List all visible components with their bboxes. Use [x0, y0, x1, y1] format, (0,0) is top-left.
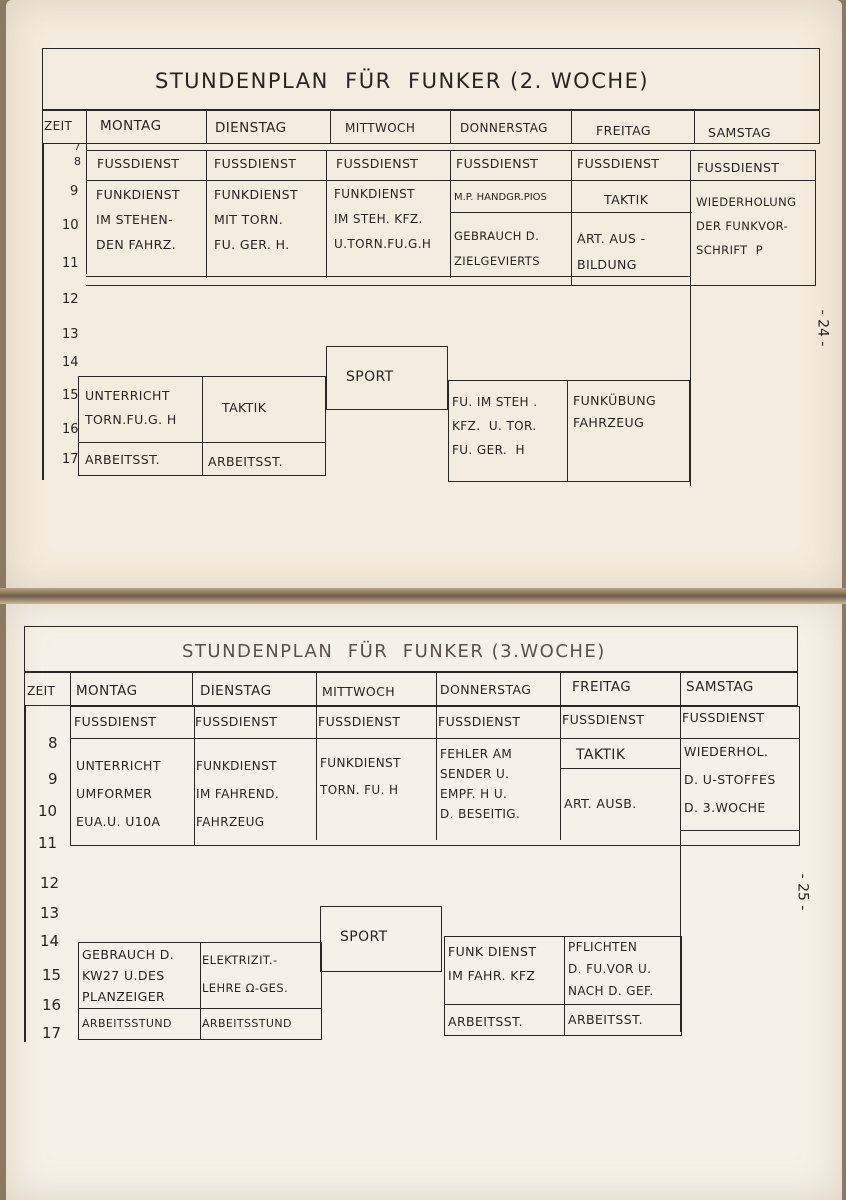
header-row-2	[24, 672, 798, 706]
header-freitag-2: FREITAG	[572, 679, 632, 695]
cell-pm-mo: UNTERRICHT TORN.FU.G. H	[85, 388, 177, 427]
cell-pm-mo-2: GEBRAUCH D. KW27 U.DES PLANZEIGER	[82, 947, 175, 1004]
header-montag-2: MONTAG	[76, 683, 138, 699]
cell-sport: SPORT	[346, 369, 394, 385]
header-dienstag: DIENSTAG	[215, 120, 287, 136]
cell-am-di: FUNKDIENST MIT TORN. FU. GER. H.	[214, 187, 299, 252]
cell-fuss-di-2: FUSSDIENST	[195, 714, 278, 729]
page-title-2: STUNDENPLAN FÜR FUNKER (3.WOCHE)	[182, 641, 606, 662]
hour-16-p2: 16	[42, 996, 62, 1014]
header-mittwoch-2: MITTWOCH	[322, 684, 396, 699]
cell-end-do-2: ARBEITSST.	[448, 1014, 524, 1029]
cell-fuss-do-2: FUSSDIENST	[438, 714, 521, 729]
header-donnerstag-2: DONNERSTAG	[440, 682, 532, 697]
cell-pm-di-2: ELEKTRIZIT.- LEHRE Ω-GES.	[202, 953, 289, 995]
cell-am-mi-2: FUNKDIENST TORN. FU. H	[320, 756, 401, 797]
hour-10: 10	[62, 218, 79, 233]
hour-13: 13	[62, 327, 79, 342]
hour-14: 14	[62, 355, 79, 370]
cell-fuss-sa-2: FUSSDIENST	[682, 710, 765, 725]
header-donnerstag: DONNERSTAG	[460, 121, 548, 135]
cell-pm-fr-2: PFLICHTEN D. FU.VOR U. NACH D. GEF.	[568, 940, 654, 998]
cell-am-fr-1: TAKTIK	[604, 192, 649, 207]
cell-fuss-mo: FUSSDIENST	[97, 156, 180, 171]
header-zeit: ZEIT	[44, 119, 73, 133]
cell-fuss-fr: FUSSDIENST	[577, 156, 660, 171]
hour-11: 11	[62, 256, 79, 271]
cell-am-do-2: FEHLER AM SENDER U. EMPF. H U. D. BESEITIG.	[440, 747, 521, 821]
cell-fuss-mi: FUSSDIENST	[336, 156, 419, 171]
header-freitag: FREITAG	[596, 123, 651, 138]
header-mittwoch: MITTWOCH	[345, 121, 416, 135]
cell-am-do-2: GEBRAUCH D. ZIELGEVIERTS	[454, 229, 540, 268]
hour-9: 9	[70, 184, 79, 199]
cell-sport-2: SPORT	[340, 929, 388, 945]
header-zeit-2: ZEIT	[27, 684, 56, 698]
hour-10-p2: 10	[38, 802, 58, 820]
cell-pm-di: TAKTIK	[222, 400, 267, 415]
cell-am-sa-2: WIEDERHOL. D. U-STOFFES D. 3.WOCHE	[684, 744, 776, 815]
cell-am-fr-2: ART. AUS - BILDUNG	[577, 231, 646, 272]
cell-end-di-2: ARBEITSSTUND	[202, 1017, 292, 1030]
cell-fuss-mi-2: FUSSDIENST	[318, 714, 401, 729]
cell-am-sa: WIEDERHOLUNG DER FUNKVOR- SCHRIFT P	[696, 195, 797, 257]
header-dienstag-2: DIENSTAG	[200, 683, 272, 699]
cell-end-di: ARBEITSST.	[208, 454, 284, 469]
hour-17-p2: 17	[42, 1024, 62, 1042]
page-title: STUNDENPLAN FÜR FUNKER (2. WOCHE)	[155, 69, 650, 93]
cell-pm-do-2: FUNK DIENST IM FAHR. KFZ	[448, 944, 537, 983]
hour-8: 8	[74, 155, 81, 168]
cell-fuss-di: FUSSDIENST	[214, 156, 297, 171]
page-number-24: - 24 -	[814, 309, 831, 347]
cell-fuss-mo-2: FUSSDIENST	[74, 714, 157, 729]
hour-12: 12	[62, 292, 79, 307]
cell-am-di-2: FUNKDIENST IM FAHREND. FAHRZEUG	[196, 759, 280, 829]
hour-7: 7	[74, 142, 81, 153]
hour-17: 17	[62, 452, 79, 467]
hour-15: 15	[62, 388, 79, 403]
cell-end-mo-2: ARBEITSSTUND	[82, 1017, 172, 1030]
cell-pm-do: FU. IM STEH . KFZ. U. TOR. FU. GER. H	[452, 395, 538, 457]
cell-end-fr-2: ARBEITSST.	[568, 1012, 644, 1027]
header-samstag-2: SAMSTAG	[686, 679, 754, 695]
cell-fuss-do: FUSSDIENST	[456, 156, 539, 171]
hour-12-p2: 12	[40, 874, 60, 892]
cell-pm-fr: FUNKÜBUNG FAHRZEUG	[573, 393, 657, 430]
cell-am-fr-1-2: TAKTIK	[576, 747, 626, 763]
cell-am-mo: FUNKDIENST IM STEHEN- DEN FAHRZ.	[96, 187, 181, 252]
page-number-25: - 25 -	[794, 873, 811, 911]
cell-am-do-1: M.P. HANDGR.PIOS	[454, 192, 547, 203]
cell-fuss-sa: FUSSDIENST	[697, 160, 780, 175]
cell-am-mi: FUNKDIENST IM STEH. KFZ. U.TORN.FU.G.H	[334, 187, 432, 251]
header-samstag: SAMSTAG	[708, 125, 771, 140]
hour-13-p2: 13	[40, 904, 60, 922]
cell-fuss-fr-2: FUSSDIENST	[562, 712, 645, 727]
cell-am-fr-2-2: ART. AUSB.	[564, 796, 637, 811]
hour-8-p2: 8	[48, 734, 58, 752]
hour-16: 16	[62, 422, 79, 437]
cell-end-mo: ARBEITSST.	[85, 452, 161, 467]
cell-am-mo-2: UNTERRICHT UMFORMER EUA.U. U10A	[76, 758, 161, 829]
hour-9-p2: 9	[48, 770, 58, 788]
hour-15-p2: 15	[42, 966, 62, 984]
hour-11-p2: 11	[38, 834, 58, 852]
hour-14-p2: 14	[40, 932, 60, 950]
header-montag: MONTAG	[100, 118, 162, 134]
